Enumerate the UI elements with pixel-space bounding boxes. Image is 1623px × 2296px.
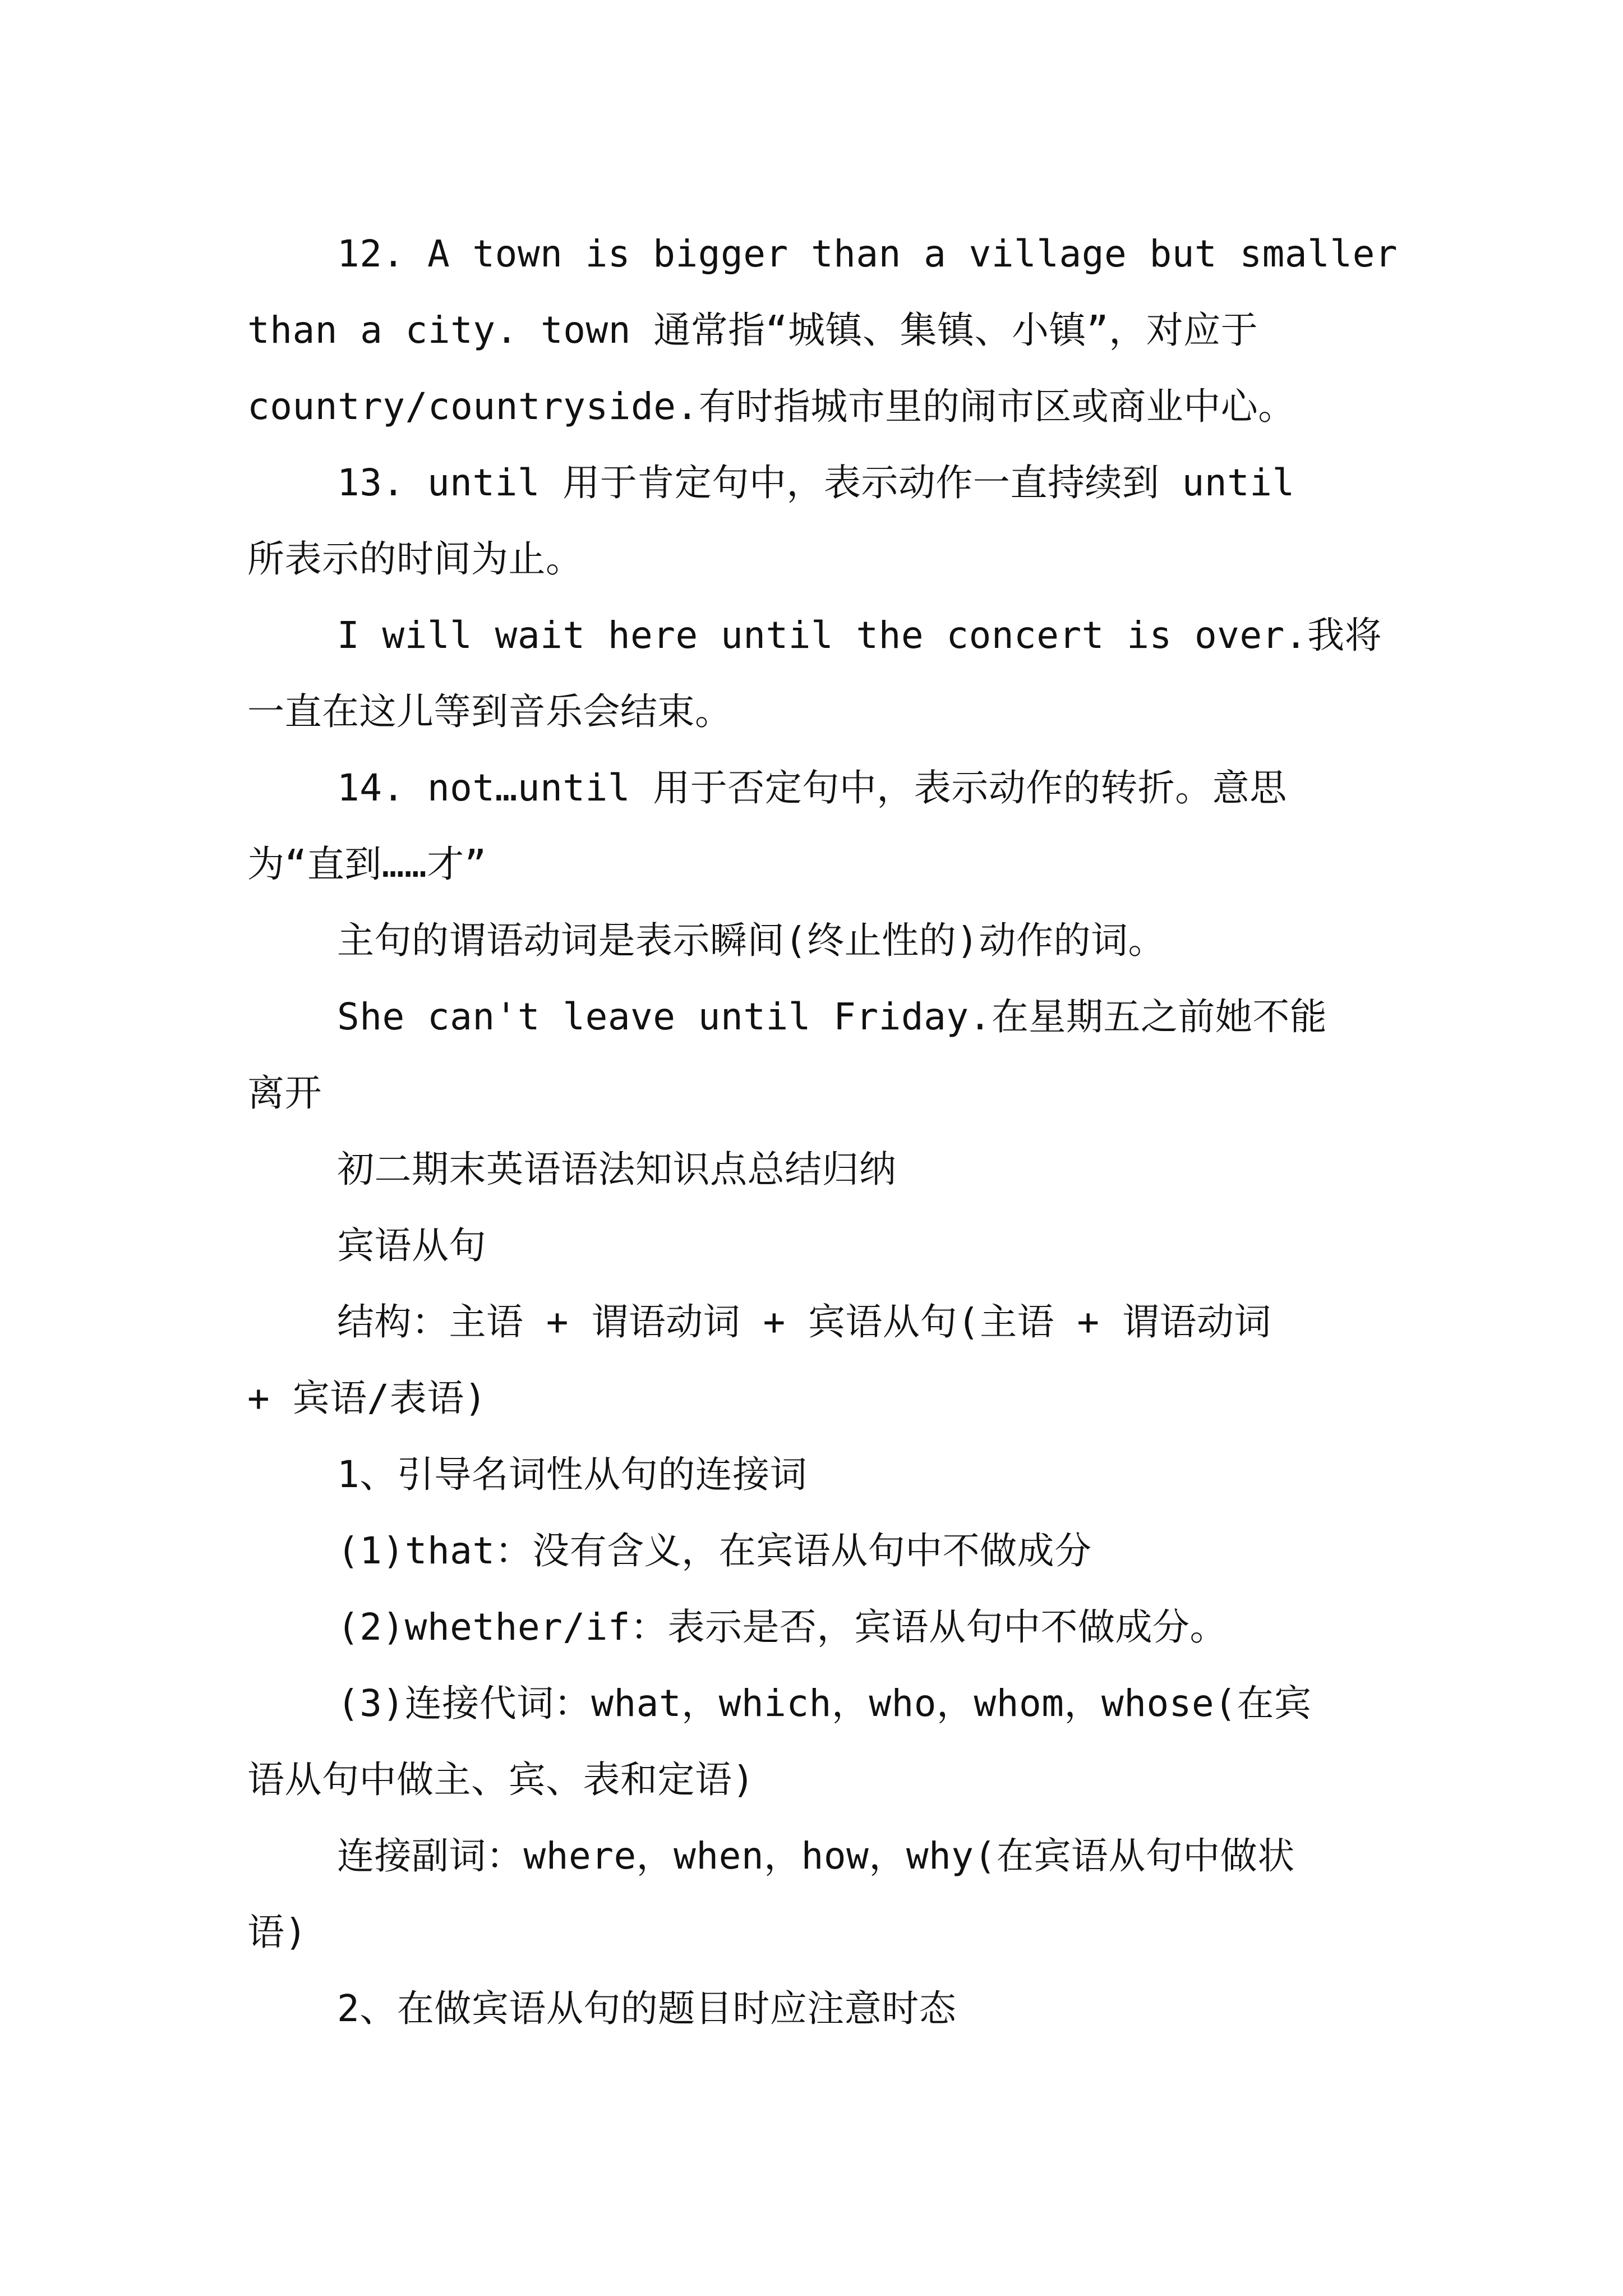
text-line: She can't leave until Friday.在星期五之前她不能: [337, 995, 1327, 1038]
text-line: 为“直到……才”: [247, 843, 487, 886]
section-heading: 初二期末英语语法知识点总结归纳: [337, 1148, 897, 1191]
text-line: + 宾语/表语): [247, 1377, 487, 1420]
text-line: 连接副词：where，when，how，why(在宾语从句中做状: [337, 1834, 1295, 1878]
text-line: 所表示的时间为止。: [247, 537, 583, 581]
text-line: 一直在这儿等到音乐会结束。: [247, 690, 732, 733]
text-line: 1、引导名词性从句的连接词: [337, 1453, 808, 1496]
text-line: 12. A town is bigger than a village but smaller: [337, 232, 1398, 275]
text-line: 13. until 用于肯定句中，表示动作一直持续到 until: [337, 461, 1295, 504]
text-line: than a city. town 通常指“城镇、集镇、小镇”，对应于: [247, 309, 1258, 352]
text-line: 2、在做宾语从句的题目时应注意时态: [337, 1987, 957, 2030]
text-line: (1)that：没有含义，在宾语从句中不做成分: [337, 1529, 1092, 1572]
text-line: 14. not…until 用于否定句中，表示动作的转折。意思: [337, 766, 1287, 809]
text-line: I will wait here until the concert is over.我将: [337, 614, 1382, 657]
text-line: (2)whether/if：表示是否，宾语从句中不做成分。: [337, 1605, 1228, 1649]
subsection-heading: 宾语从句: [337, 1224, 486, 1267]
text-line: 结构：主语 + 谓语动词 + 宾语从句(主语 + 谓语动词: [337, 1300, 1271, 1343]
text-line: 语从句中做主、宾、表和定语): [247, 1758, 755, 1801]
text-line: 主句的谓语动词是表示瞬间(终止性的)动作的词。: [337, 919, 1165, 962]
document-body: [247, 216, 1398, 2047]
text-line: country/countryside.有时指城市里的闹市区或商业中心。: [247, 385, 1295, 428]
text-line: 离开: [247, 1071, 322, 1115]
text-line: 语): [247, 1911, 307, 1954]
text-line: (3)连接代词：what，which，who，whom，whose(在宾: [337, 1682, 1312, 1725]
